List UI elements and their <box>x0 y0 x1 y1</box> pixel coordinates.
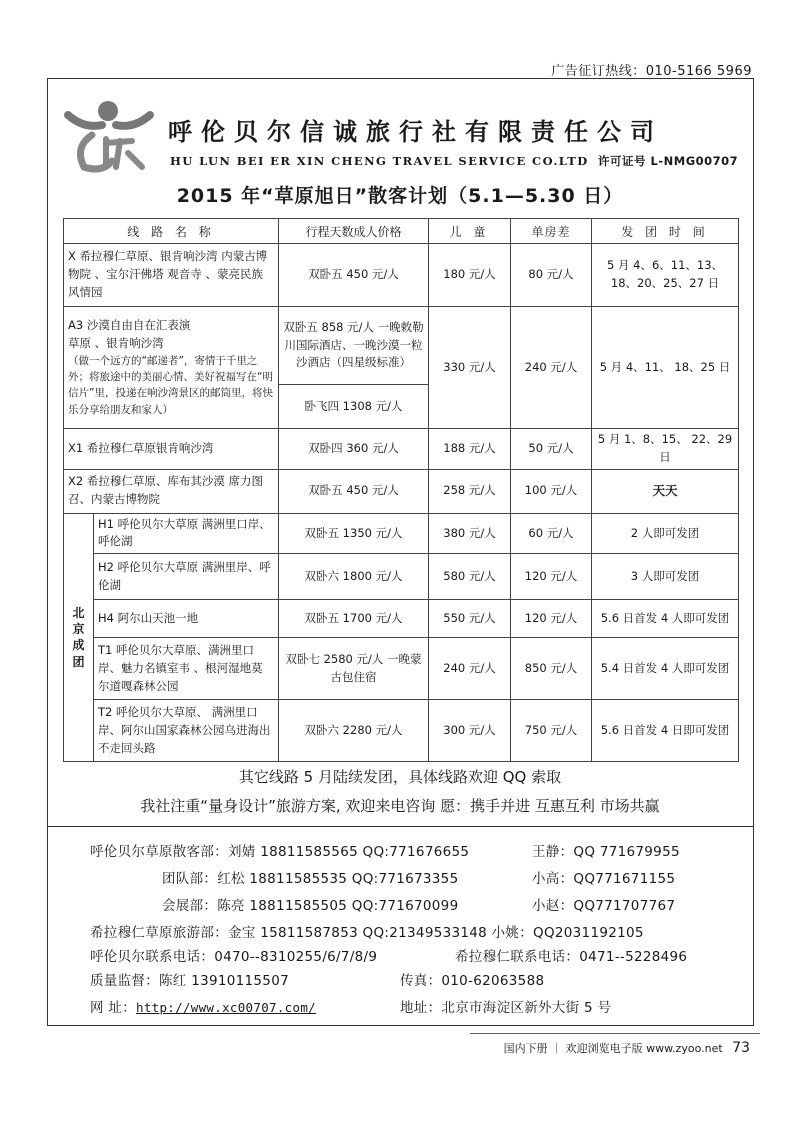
company-logo <box>62 95 157 175</box>
single-room-cell: 50 元/人 <box>511 429 592 470</box>
footer-text: 国内下册 ｜ 欢迎浏览电子版 www.zyoo.net <box>503 1042 723 1055</box>
price-cell: 双卧五 1700 元/人 <box>279 600 429 638</box>
single-room-cell: 750 元/人 <box>511 700 592 762</box>
contact-fax: 传真：010-62063588 <box>400 973 545 989</box>
header-route: 线 路 名 称 <box>64 219 279 244</box>
child-price-cell: 550 元/人 <box>429 600 511 638</box>
section-divider <box>47 826 754 827</box>
departure-cell: 5 月 1、8、15、 22、29 日 <box>592 429 739 470</box>
single-room-cell: 240 元/人 <box>511 307 592 429</box>
child-price-cell: 330 元/人 <box>429 307 511 429</box>
table-row <box>64 700 739 762</box>
route-cell: H2 呼伦贝尔大草原 满洲里岸、呼伦湖 <box>94 554 279 600</box>
table-row <box>64 600 739 638</box>
price-cell: 双卧五 450 元/人 <box>279 244 429 307</box>
group-label-text: 北京成团 <box>72 606 85 669</box>
child-price-cell: 188 元/人 <box>429 429 511 470</box>
contact-xiao-gao: 小高：QQ771671155 <box>532 871 676 887</box>
route-cell: H1 呼伦贝尔大草原 满洲里口岸、呼伦湖 <box>94 513 279 554</box>
header-child: 儿 童 <box>429 219 511 244</box>
contact-xilamuren-dept: 希拉穆仁草原旅游部：金宝 15811587853 QQ:21349533148 小姚：QQ2031192105 <box>90 925 644 941</box>
contact-quality-supervisor: 质量监督：陈红 13910115507 <box>90 973 289 989</box>
table-row <box>64 307 739 385</box>
child-price-cell: 240 元/人 <box>429 638 511 700</box>
header-single: 单房差 <box>511 219 592 244</box>
website-label: 网 址： <box>90 1000 136 1016</box>
departure-cell: 5 月 4、11、 18、25 日 <box>592 307 739 429</box>
route-line: A3 沙漠自由自在汇表演 <box>68 318 191 333</box>
price-cell: 双卧六 1800 元/人 <box>279 554 429 600</box>
route-note: （做一个远方的“邮递者”，寄情于千里之外；将旅途中的美丽心情、美好祝福写在“明信片”里，投递在响沙湾景区的邮筒里，将快乐分享给朋友和家人） <box>68 354 273 416</box>
footer-divider <box>470 1033 760 1034</box>
website-link[interactable]: http://www.xc00707.com/ <box>136 1000 316 1015</box>
single-room-cell: 850 元/人 <box>511 638 592 700</box>
contact-scattered-dept: 呼伦贝尔草原散客部：刘婧 18811585565 QQ:771676655 <box>90 844 470 860</box>
child-price-cell: 180 元/人 <box>429 244 511 307</box>
contact-xiao-zhao: 小赵：QQ771707767 <box>532 898 676 914</box>
table-row <box>64 469 739 513</box>
route-line: 草原 、银肯响沙湾 <box>68 335 164 350</box>
single-room-cell: 60 元/人 <box>511 513 592 554</box>
contact-hulunbuir-phone: 呼伦贝尔联系电话：0470--8310255/6/7/8/9 <box>90 949 378 965</box>
route-cell: T2 呼伦贝尔大草原、 满洲里口岸、阿尔山国家森林公园乌进海出不走回头路 <box>94 700 279 762</box>
page-number: 73 <box>732 1040 750 1056</box>
price-cell: 双卧五 858 元/人 一晚敕勒川国际酒店、一晚沙漠一粒沙酒店（四星级标准） <box>279 307 429 385</box>
contact-team-dept: 团队部：红松 18811585535 QQ:771673355 <box>162 871 459 887</box>
table-row <box>64 244 739 307</box>
notice-slogan: 我社注重“量身设计”旅游方案, 欢迎来电咨询 愿：携手并进 互惠互利 市场共赢 <box>140 797 660 815</box>
plan-title: 2015 年“草原旭日”散客计划（5.1—5.30 日） <box>176 185 624 207</box>
single-room-cell: 100 元/人 <box>511 469 592 513</box>
website-row <box>90 996 316 1016</box>
header-price: 行程天数成人价格 <box>279 219 429 244</box>
price-cell-alt: 卧飞四 1308 元/人 <box>279 385 429 429</box>
contact-address: 地址：北京市海淀区新外大街 5 号 <box>400 1000 612 1016</box>
header-dates: 发 团 时 间 <box>592 219 739 244</box>
notice-other-routes: 其它线路 5 月陆续发团，具体线路欢迎 QQ 索取 <box>238 768 562 786</box>
table-row <box>64 638 739 700</box>
route-cell: H4 阿尔山天池一地 <box>94 600 279 638</box>
price-cell: 双卧五 450 元/人 <box>279 469 429 513</box>
child-price-cell: 580 元/人 <box>429 554 511 600</box>
contact-xilamuren-phone: 希拉穆仁联系电话：0471--5228496 <box>455 949 688 965</box>
route-cell: X1 希拉穆仁草原银肯响沙湾 <box>64 429 279 470</box>
company-name-en <box>170 153 750 169</box>
contact-wang-jing: 王静：QQ 771679955 <box>532 844 680 860</box>
child-price-cell: 300 元/人 <box>429 700 511 762</box>
price-cell: 双卧四 360 元/人 <box>279 429 429 470</box>
tour-plan-table <box>63 218 739 762</box>
table-row <box>64 554 739 600</box>
departure-cell: 5.6 日首发 4 人即可发团 <box>592 600 739 638</box>
table-row <box>64 429 739 470</box>
departure-cell: 3 人即可发团 <box>592 554 739 600</box>
license-number: 许可证号 L-NMG00707 <box>598 154 739 168</box>
child-price-cell: 258 元/人 <box>429 469 511 513</box>
table-row <box>64 513 739 554</box>
single-room-cell: 120 元/人 <box>511 554 592 600</box>
departure-cell: 5.4 日首发 4 人即可发团 <box>592 638 739 700</box>
departure-cell: 5.6 日首发 4 日即可发团 <box>592 700 739 762</box>
departure-cell: 5 月 4、6、11、13、 18、20、25、27 日 <box>592 244 739 307</box>
route-cell: X2 希拉穆仁草原、库布其沙漠 席力图召、内蒙古博物院 <box>64 469 279 513</box>
route-cell <box>64 307 279 429</box>
company-name-cn: 呼伦贝尔信诚旅行社有限责任公司 <box>168 118 663 146</box>
price-cell: 双卧七 2580 元/人 一晚蒙古包住宿 <box>279 638 429 700</box>
table-header-row <box>64 219 739 244</box>
single-room-cell: 80 元/人 <box>511 244 592 307</box>
page-footer <box>420 1040 750 1056</box>
route-cell: X 希拉穆仁草原、银肯响沙湾 内蒙古博物院 、宝尔汗佛塔 观音寺 、蒙亮民族风情园 <box>64 244 279 307</box>
price-cell: 双卧六 2280 元/人 <box>279 700 429 762</box>
company-name-en-text: HU LUN BEI ER XIN CHENG TRAVEL SERVICE CO.LTD <box>170 154 589 168</box>
child-price-cell: 380 元/人 <box>429 513 511 554</box>
ad-hotline: 广告征订热线：010-5166 5969 <box>551 64 752 79</box>
departure-cell: 天天 <box>592 469 739 513</box>
single-room-cell: 120 元/人 <box>511 600 592 638</box>
departure-cell: 2 人即可发团 <box>592 513 739 554</box>
contact-expo-dept: 会展部：陈亮 18811585505 QQ:771670099 <box>162 898 459 914</box>
route-cell: T1 呼伦贝尔大草原、满洲里口岸、魅力名镇室韦 、根河湿地莫尔道嘎森林公园 <box>94 638 279 700</box>
beijing-group-label <box>64 513 94 762</box>
price-cell: 双卧五 1350 元/人 <box>279 513 429 554</box>
